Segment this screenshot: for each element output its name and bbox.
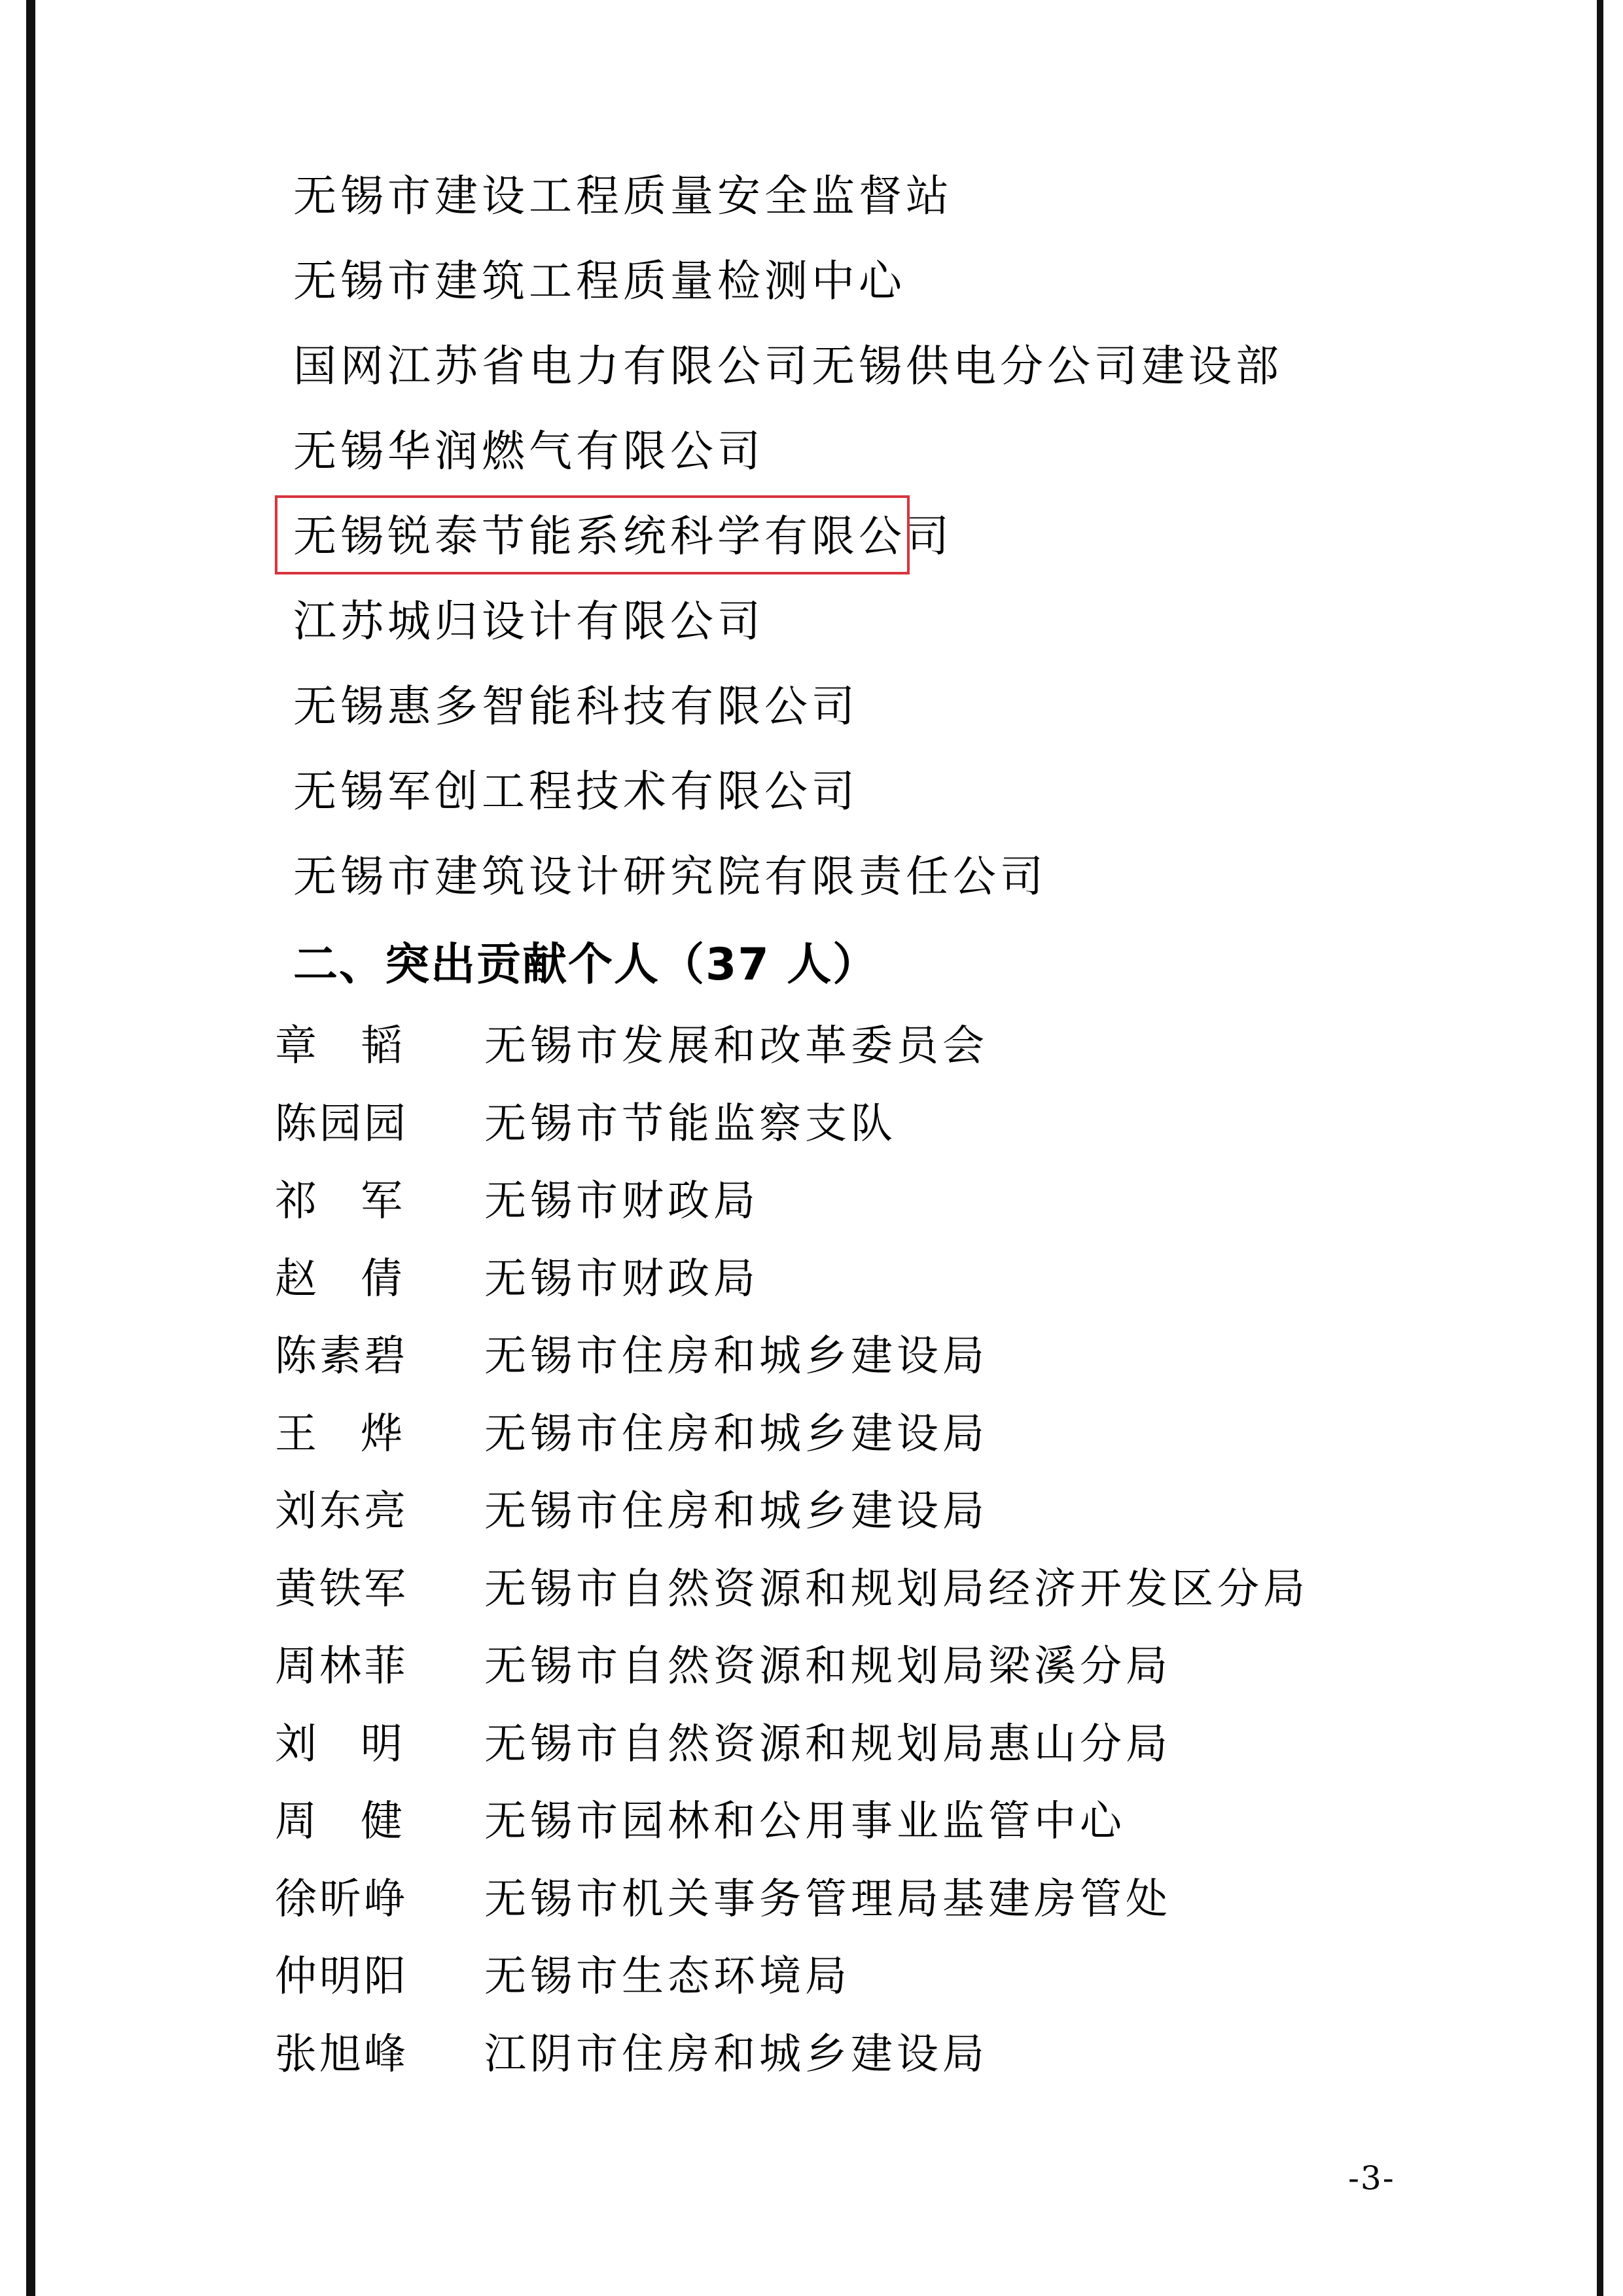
person-name-char: 陈	[275, 1332, 319, 1381]
person-name-char: 铁	[319, 1564, 364, 1614]
section-heading: 二、突出贡献个人（37 人）	[293, 939, 879, 991]
person-name-char: 旭	[319, 2030, 364, 2079]
person-unit: 无锡市园林和公用事业监管中心	[484, 1797, 1126, 1846]
org-name: 无锡市建设工程质量安全监督站	[293, 171, 953, 221]
person-name	[275, 1706, 402, 1784]
org-item	[293, 579, 1283, 664]
person-name	[275, 1163, 402, 1241]
person-name-char: 倩	[361, 1254, 402, 1303]
person-name-char: 碧	[364, 1332, 408, 1381]
person-unit: 无锡市财政局	[484, 1254, 759, 1303]
org-item	[293, 154, 1283, 239]
person-name-char: 刘	[275, 1720, 317, 1769]
person-name	[275, 1628, 406, 1706]
person-name-char: 陈	[275, 1099, 319, 1148]
org-name: 无锡军创工程技术有限公司	[293, 766, 859, 817]
person-name	[275, 1086, 406, 1163]
person-unit: 无锡市自然资源和规划局梁溪分局	[484, 1642, 1171, 1691]
org-name: 无锡华润燃气有限公司	[293, 426, 764, 476]
person-name-char: 黄	[275, 1564, 319, 1614]
person-name-char: 周	[275, 1797, 317, 1846]
person-unit: 江阴市住房和城乡建设局	[484, 2030, 988, 2079]
person-name-char: 东	[319, 1487, 364, 1536]
person-unit: 无锡市发展和改革委员会	[484, 1022, 988, 1070]
person-unit: 无锡市住房和城乡建设局	[484, 1332, 988, 1381]
person-name-char: 峥	[364, 1875, 408, 1924]
person-name-char: 峰	[364, 2030, 408, 2079]
person-name	[275, 1008, 402, 1086]
person-name-char: 阳	[364, 1952, 408, 2001]
scan-edge-left	[26, 0, 35, 2296]
org-name: 无锡市建筑设计研究院有限责任公司	[293, 851, 1047, 902]
person-name-char: 周	[275, 1642, 319, 1691]
person-name-char: 军	[364, 1564, 408, 1614]
person-name-char: 林	[319, 1642, 364, 1691]
person-name	[275, 1551, 406, 1629]
org-item	[293, 409, 1283, 494]
person-name-char: 军	[361, 1177, 402, 1226]
person-name-char: 章	[275, 1022, 317, 1070]
person-unit: 无锡市自然资源和规划局经济开发区分局	[484, 1564, 1309, 1614]
person-unit: 无锡市财政局	[484, 1177, 759, 1226]
person-unit: 无锡市住房和城乡建设局	[484, 1487, 988, 1536]
org-name: 无锡锐泰节能系统科学有限公司	[293, 511, 953, 561]
person-name-char: 园	[364, 1099, 408, 1148]
org-name: 国网江苏省电力有限公司无锡供电分公司建设部	[293, 341, 1283, 391]
org-item	[293, 834, 1283, 919]
person-name-char: 明	[319, 1952, 364, 2001]
org-name: 江苏城归设计有限公司	[293, 596, 764, 646]
person-unit: 无锡市机关事务管理局基建房管处	[484, 1875, 1171, 1924]
page-number: -3-	[1348, 2159, 1395, 2197]
person-unit: 无锡市节能监察支队	[484, 1099, 897, 1148]
org-item	[293, 664, 1283, 749]
scan-edge-right	[1597, 0, 1603, 2296]
person-name-char: 刘	[275, 1487, 319, 1536]
person-name-char: 张	[275, 2030, 319, 2079]
highlight-box	[275, 495, 910, 574]
person-name-char: 亮	[364, 1487, 408, 1536]
person-name	[275, 1318, 406, 1396]
org-name: 无锡市建筑工程质量检测中心	[293, 256, 906, 306]
person-name-char: 明	[361, 1720, 402, 1769]
person-name	[275, 1938, 406, 2016]
person-unit: 无锡市自然资源和规划局惠山分局	[484, 1720, 1171, 1769]
person-name-char: 素	[319, 1332, 364, 1381]
org-item	[293, 749, 1283, 834]
person-name-char: 徐	[275, 1875, 319, 1924]
person-name	[275, 2016, 406, 2094]
person-name	[275, 1783, 402, 1861]
org-name: 无锡惠多智能科技有限公司	[293, 681, 859, 732]
person-name	[275, 1473, 406, 1551]
person-unit: 无锡市住房和城乡建设局	[484, 1409, 988, 1458]
org-item	[293, 239, 1283, 324]
person-name	[275, 1396, 402, 1474]
person-name-char: 菲	[364, 1642, 408, 1691]
person-name	[275, 1241, 402, 1318]
person-name-char: 韬	[361, 1022, 402, 1070]
person-name-char: 王	[275, 1409, 317, 1458]
person-name-char: 烨	[361, 1409, 402, 1458]
person-unit: 无锡市生态环境局	[484, 1952, 851, 2001]
person-name-char: 健	[361, 1797, 402, 1846]
person-name-char: 园	[319, 1099, 364, 1148]
person-name-char: 祁	[275, 1177, 317, 1226]
person-name-char: 仲	[275, 1952, 319, 2001]
person-name-char: 赵	[275, 1254, 317, 1303]
person-name	[275, 1861, 406, 1939]
org-item	[293, 324, 1283, 409]
person-name-char: 昕	[319, 1875, 364, 1924]
